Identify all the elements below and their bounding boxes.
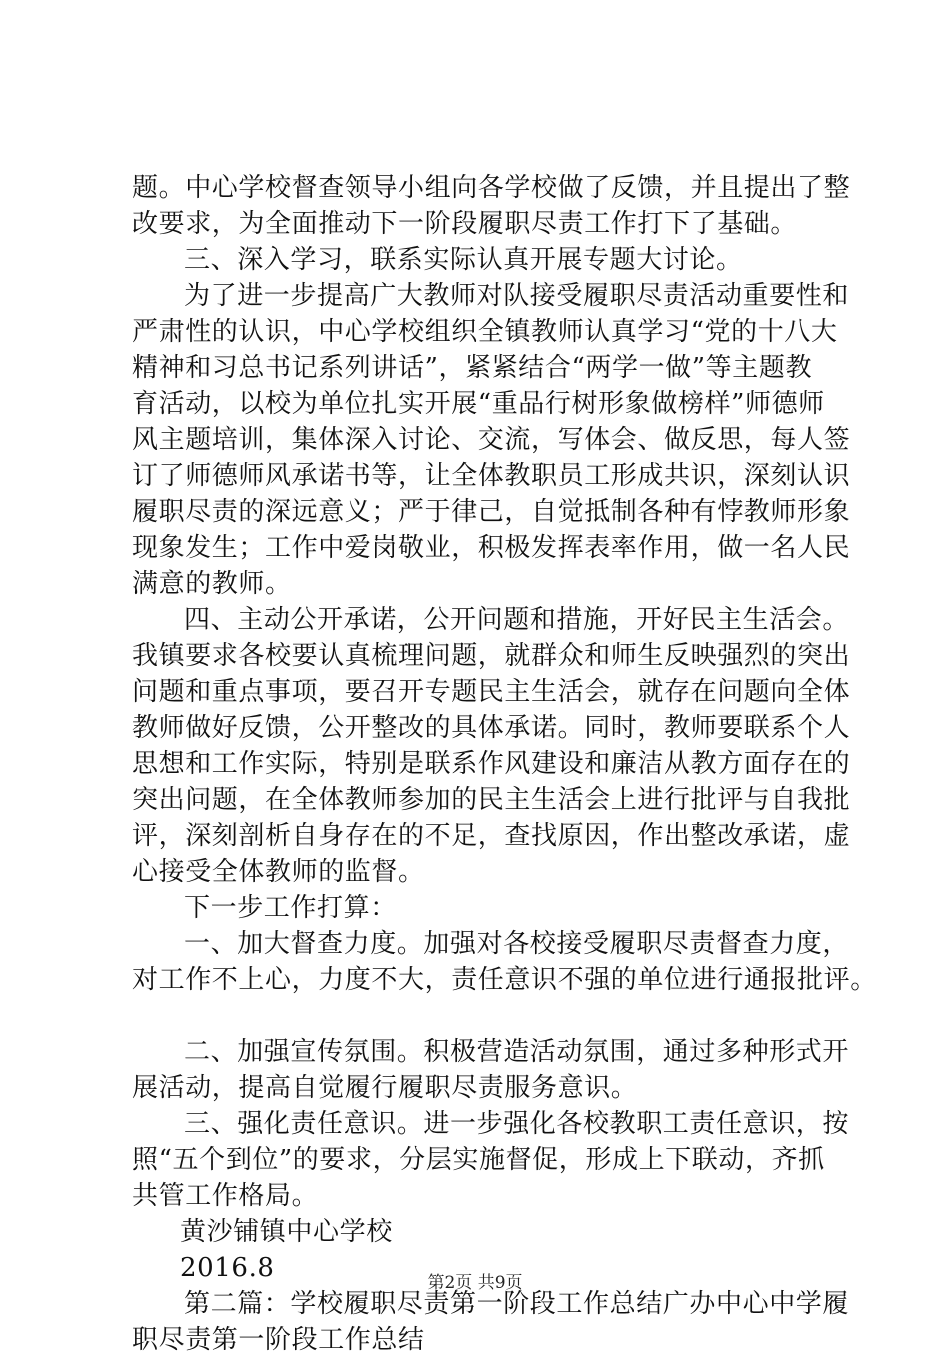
section-heading: 四、主动公开承诺，公开问题和措施，开好民主生活会。	[184, 605, 850, 635]
section-heading: 三、深入学习，联系实际认真开展专题大讨论。	[184, 245, 743, 275]
signature-organization: 黄沙铺镇中心学校	[180, 1217, 393, 1247]
text-line: 思想和工作实际，特别是联系作风建设和廉洁从教方面存在的	[132, 749, 851, 779]
text-line: 精神和习总书记系列讲话”，紧紧结合“两学一做”等主题教	[132, 353, 813, 383]
text-line: 展活动，提高自觉履行履职尽责服务意识。	[132, 1073, 638, 1103]
text-line: 照“五个到位”的要求，分层实施督促，形成上下联动，齐抓	[132, 1145, 825, 1175]
chapter-title: 第二篇：学校履职尽责第一阶段工作总结广办中心中学履	[184, 1289, 850, 1319]
text-line: 育活动，以校为单位扎实开展“重品行树形象做榜样”师德师	[132, 389, 825, 419]
text-line: 履职尽责的深远意义；严于律己，自觉抵制各种有悖教师形象	[132, 497, 851, 527]
text-line: 我镇要求各校要认真梳理问题，就群众和师生反映强烈的突出	[132, 641, 851, 671]
text-line: 评，深刻剖析自身存在的不足，查找原因，作出整改承诺，虚	[132, 821, 851, 851]
chapter-title-continued: 职尽责第一阶段工作总结	[132, 1325, 425, 1355]
text-line: 共管工作格局。	[132, 1181, 319, 1211]
page-number-footer: 第2页 共9页	[427, 1273, 523, 1293]
text-line: 教师做好反馈，公开整改的具体承诺。同时，教师要联系个人	[132, 713, 851, 743]
text-line: 一、加大督查力度。加强对各校接受履职尽责督查力度，	[184, 929, 850, 959]
signature-date: 2016.8	[180, 1253, 275, 1283]
text-line: 订了师德师风承诺书等，让全体教职员工形成共识，深刻认识	[132, 461, 851, 491]
text-line: 对工作不上心，力度不大，责任意识不强的单位进行通报批评。	[132, 965, 877, 995]
text-line: 改要求，为全面推动下一阶段履职尽责工作打下了基础。	[132, 209, 798, 239]
text-line: 二、加强宣传氛围。积极营造活动氛围，通过多种形式开	[184, 1037, 850, 1067]
text-line: 严肃性的认识，中心学校组织全镇教师认真学习“党的十八大	[132, 317, 838, 347]
text-line: 满意的教师。	[132, 569, 292, 599]
text-line: 三、强化责任意识。进一步强化各校教职工责任意识，按	[184, 1109, 850, 1139]
paragraph-gap	[132, 998, 852, 1034]
text-line: 问题和重点事项，要召开专题民主生活会，就存在问题向全体	[132, 677, 851, 707]
text-line: 突出问题，在全体教师参加的民主生活会上进行批评与自我批	[132, 785, 851, 815]
section-heading: 下一步工作打算：	[184, 893, 397, 923]
document-body	[132, 170, 877, 1358]
text-line: 为了进一步提高广大教师对队接受履职尽责活动重要性和	[184, 281, 850, 311]
text-line: 现象发生；工作中爱岗敬业，积极发挥表率作用，做一名人民	[132, 533, 851, 563]
text-line: 心接受全体教师的监督。	[132, 857, 425, 887]
text-line: 题。中心学校督查领导小组向各学校做了反馈，并且提出了整	[132, 173, 851, 203]
text-line: 风主题培训，集体深入讨论、交流，写体会、做反思，每人签	[132, 425, 851, 455]
